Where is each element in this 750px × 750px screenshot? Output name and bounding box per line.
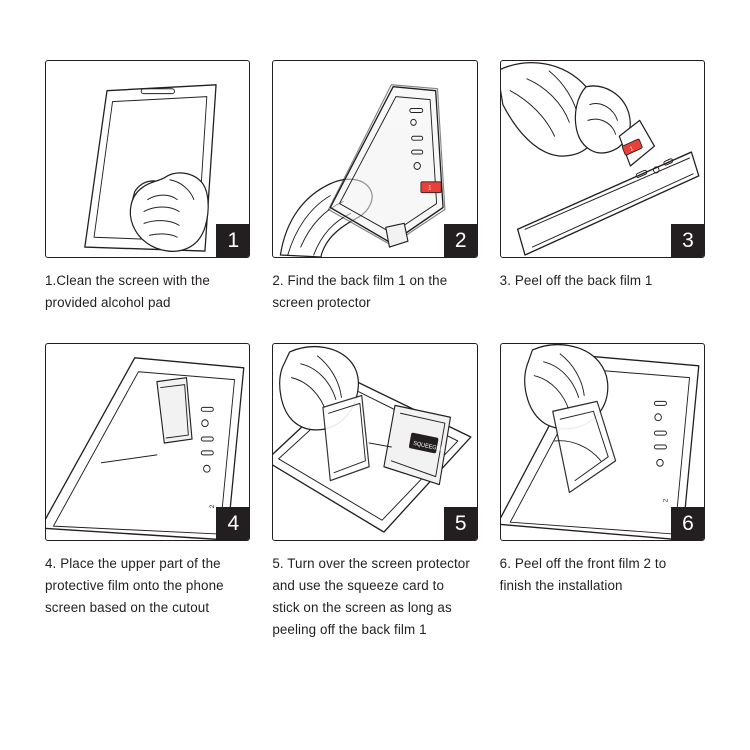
step-1-illustration: [45, 60, 250, 258]
step-3: [500, 60, 705, 313]
step-5-illustration: [272, 343, 477, 541]
step-4-number: 4: [216, 507, 250, 541]
step-1-caption: 1.Clean the screen with the provided alcohol pad: [45, 273, 210, 310]
step-2: [272, 60, 477, 313]
step-3-number: 3: [671, 224, 705, 258]
step-6: [500, 343, 705, 640]
step-3-illustration: [500, 60, 705, 258]
step-1: [45, 60, 250, 313]
step-5-number: 5: [444, 507, 478, 541]
step-6-number: 6: [671, 507, 705, 541]
step-4-caption: 4. Place the upper part of the protective film onto the phone screen based on the cutout: [45, 556, 224, 615]
step-1-number: 1: [216, 224, 250, 258]
step-5: [272, 343, 477, 640]
steps-grid-row-1: [45, 60, 705, 313]
step-2-illustration: [272, 60, 477, 258]
step-4-illustration: [45, 343, 250, 541]
svg-text:2: 2: [662, 498, 669, 503]
step-2-number: 2: [444, 224, 478, 258]
svg-text:1: 1: [428, 185, 432, 192]
step-6-illustration: [500, 343, 705, 541]
step-3-caption: 3. Peel off the back film 1: [499, 273, 653, 288]
step-4: [45, 343, 250, 640]
step-2-caption: 2. Find the back film 1 on the screen protector: [272, 273, 448, 310]
svg-text:1: 1: [628, 145, 635, 153]
steps-grid-row-2: [45, 343, 705, 640]
svg-text:2: 2: [209, 504, 217, 509]
step-5-caption: 5. Turn over the screen protector and use the squeeze card to stick on the screen as long as peeling off the back film 1: [272, 556, 470, 637]
svg-text:SQUEEGEE: SQUEEGEE: [412, 441, 445, 454]
step-6-caption: 6. Peel off the front film 2 to finish the installation: [499, 556, 667, 594]
